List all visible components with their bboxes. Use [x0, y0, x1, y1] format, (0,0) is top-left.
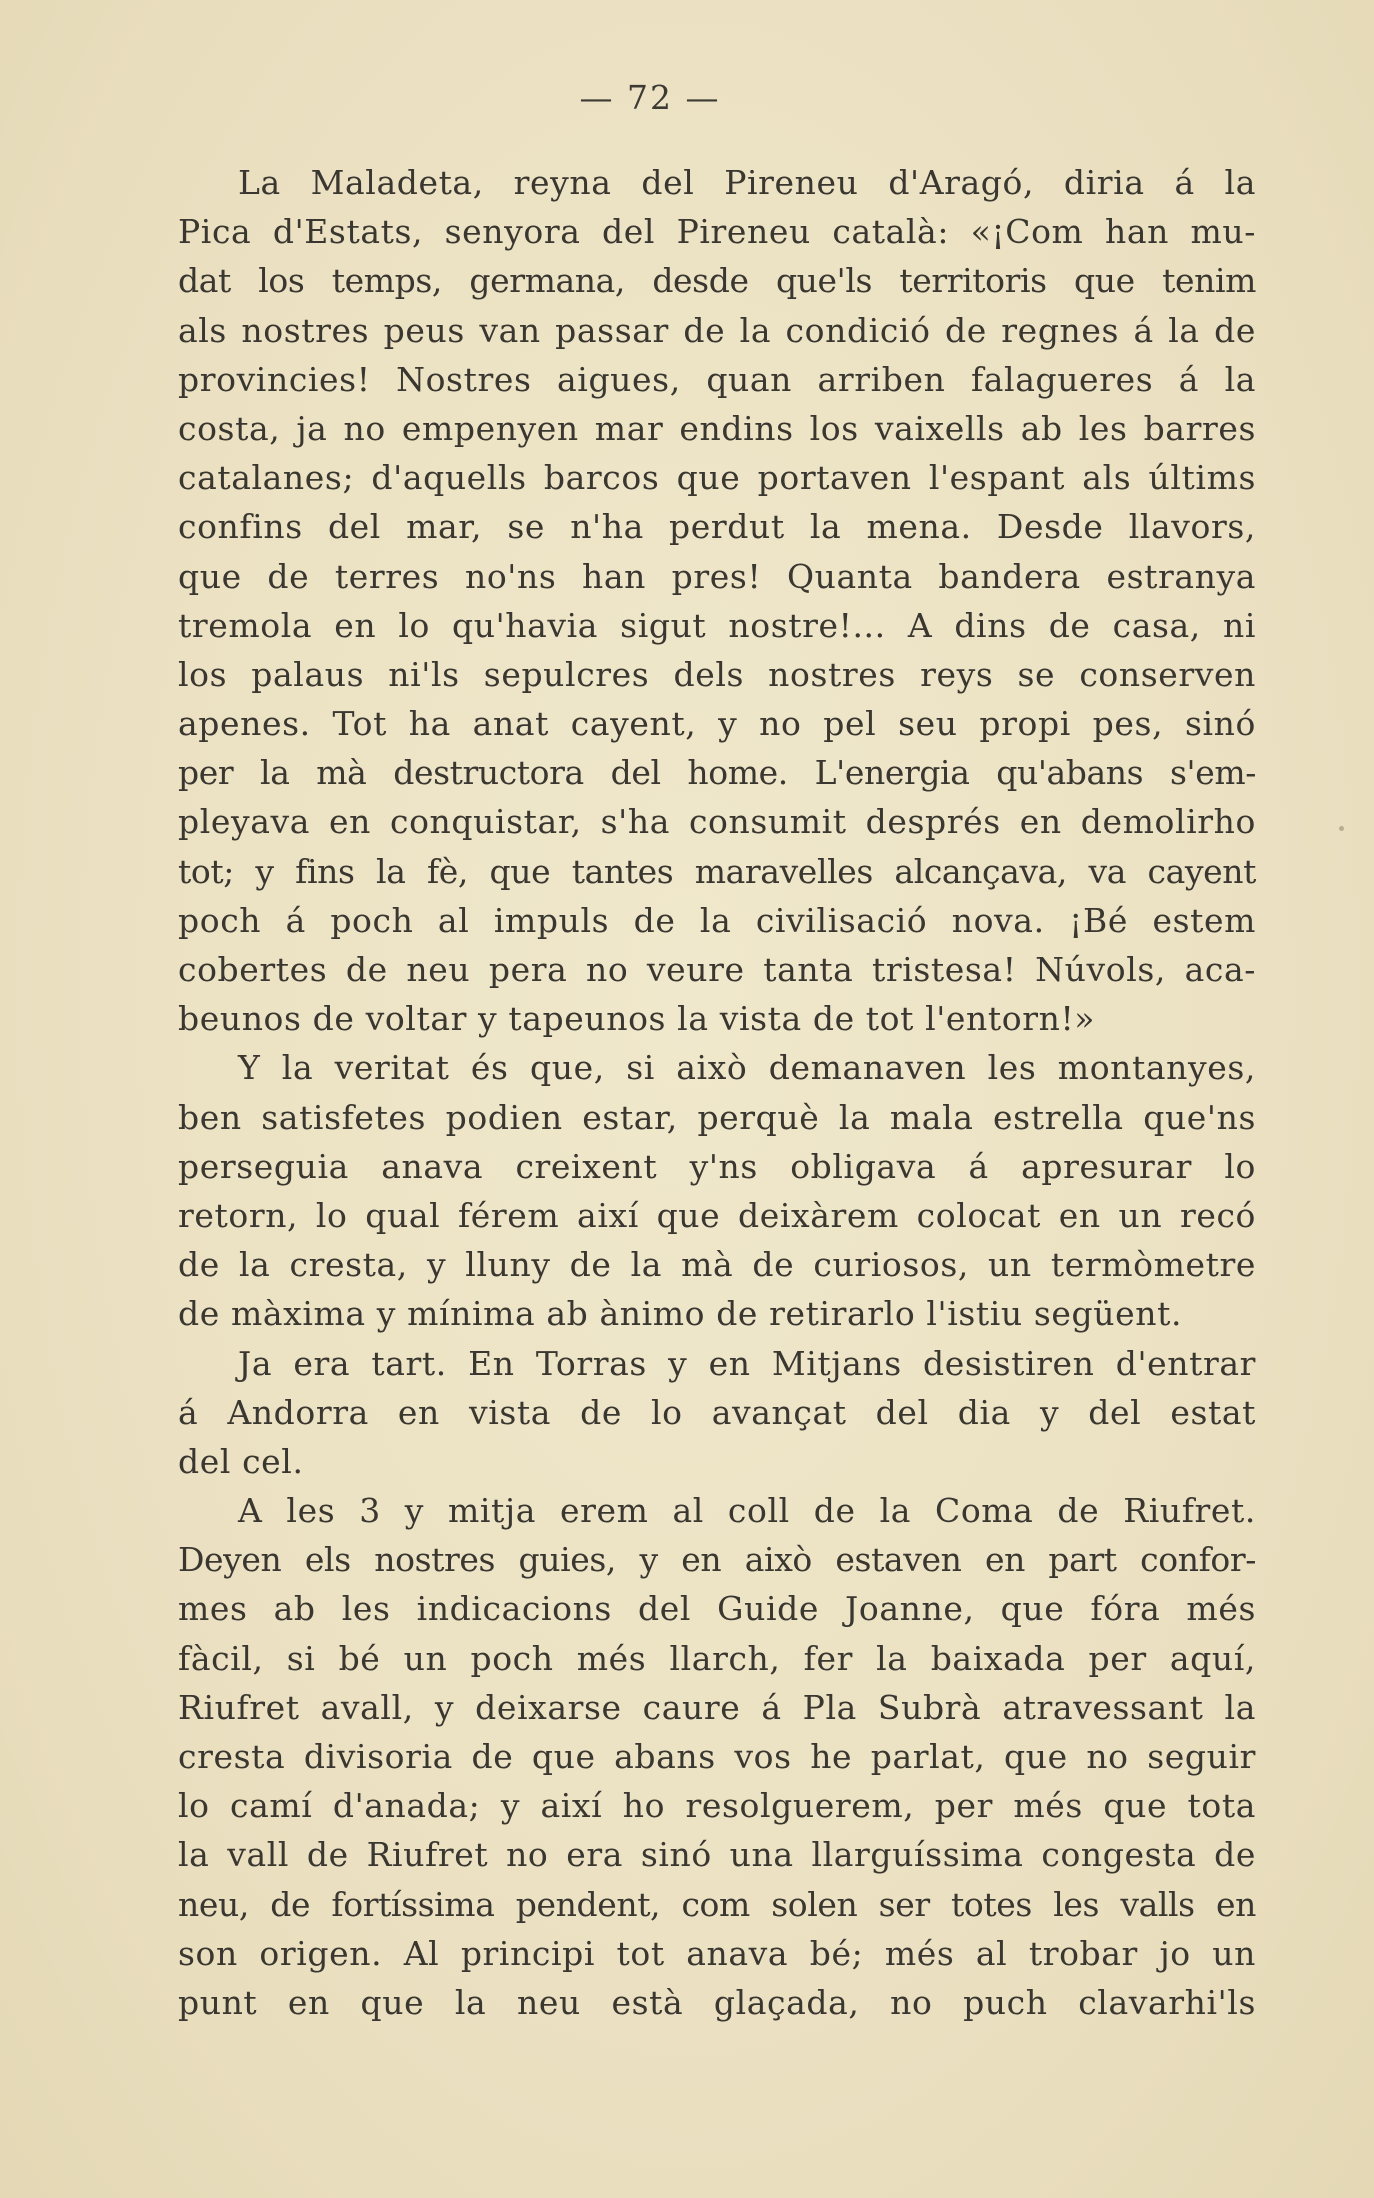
text-line: Pica d'Estats, senyora del Pireneu català: «¡Com han mu- — [178, 212, 1256, 252]
text-line: cresta divisoria de que abans vos he parlat, que no seguir — [178, 1737, 1256, 1776]
text-line: retorn, lo qual férem així que deixàrem colocat en un recó — [178, 1195, 1256, 1235]
body-text — [178, 158, 1256, 2027]
text-line: Deyen els nostres guies, y en això estaven en part confor- — [178, 1540, 1256, 1580]
page-number: — 72 — — [579, 78, 721, 117]
text-line: Y la veritat és que, si això demanaven les montanyes, — [238, 1048, 1256, 1088]
text-line: A les 3 y mitja erem al coll de la Coma de Riufret. — [238, 1491, 1256, 1531]
text-line: tremola en lo qu'havia sigut nostre!... A dins de casa, ni — [178, 605, 1256, 645]
text-line: poch á poch al impuls de la civilisació nova. ¡Bé estem — [178, 900, 1256, 940]
text-line: als nostres peus van passar de la condició de regnes á la de — [178, 310, 1256, 350]
text-line: lo camí d'anada; y així ho resolguerem, per més que tota — [178, 1786, 1256, 1826]
text-line: de màxima y mínima ab ànimo de retirarlo l'istiu següent. — [178, 1294, 1183, 1334]
text-line: confins del mar, se n'ha perdut la mena. Desde llavors, — [178, 507, 1256, 547]
paper-speck — [1339, 826, 1344, 831]
text-line: La Maladeta, reyna del Pireneu d'Aragó, diria á la — [238, 163, 1256, 202]
text-line: perseguia anava creixent y'ns obligava á apresurar lo — [178, 1146, 1256, 1186]
text-line: cobertes de neu pera no veure tanta tristesa! Núvols, aca- — [178, 950, 1256, 989]
text-line: neu, de fortíssima pendent, com solen ser totes les valls en — [178, 1884, 1256, 1924]
text-line: del cel. — [178, 1441, 304, 1481]
text-line: punt en que la neu està glaçada, no puch clavarhi'ls — [178, 1982, 1256, 2022]
text-line: tot; y fins la fè, que tantes maravelles alcançava, va cayent — [178, 851, 1256, 891]
text-line: Riufret avall, y deixarse caure á Pla Subrà atravessant la — [178, 1687, 1256, 1727]
text-line: dat los temps, germana, desde que'ls territoris que tenim — [178, 261, 1256, 301]
text-line: que de terres no'ns han pres! Quanta bandera estranya — [178, 556, 1256, 596]
text-line: beunos de voltar y tapeunos la vista de tot l'entorn!» — [178, 999, 1096, 1039]
text-line: la vall de Riufret no era sinó una llarguíssima congesta de — [178, 1835, 1256, 1875]
text-line: per la mà destructora del home. L'energia qu'abans s'em- — [178, 753, 1256, 793]
text-line: fàcil, si bé un poch més llarch, fer la baixada per aquí, — [178, 1638, 1256, 1678]
text-line: Ja era tart. En Torras y en Mitjans desistiren d'entrar — [238, 1343, 1256, 1383]
text-line: catalanes; d'aquells barcos que portaven l'espant als últims — [178, 458, 1256, 498]
text-line: pleyava en conquistar, s'ha consumit després en demolirho — [178, 802, 1256, 842]
text-line: los palaus ni'ls sepulcres dels nostres reys se conserven — [178, 654, 1256, 694]
text-line: ben satisfetes podien estar, perquè la mala estrella que'ns — [178, 1097, 1256, 1137]
text-line: de la cresta, y lluny de la mà de curiosos, un termòmetre — [178, 1245, 1256, 1285]
text-line: costa, ja no empenyen mar endins los vaixells ab les barres — [178, 408, 1256, 448]
text-line: mes ab les indicacions del Guide Joanne, que fóra més — [178, 1589, 1256, 1629]
text-line: provincies! Nostres aigues, quan arriben falagueres á la — [178, 359, 1256, 399]
text-line: son origen. Al principi tot anava bé; més al trobar jo un — [178, 1933, 1256, 1973]
text-line: apenes. Tot ha anat cayent, y no pel seu propi pes, sinó — [178, 704, 1256, 744]
text-line: á Andorra en vista de lo avançat del dia y del estat — [178, 1392, 1256, 1432]
